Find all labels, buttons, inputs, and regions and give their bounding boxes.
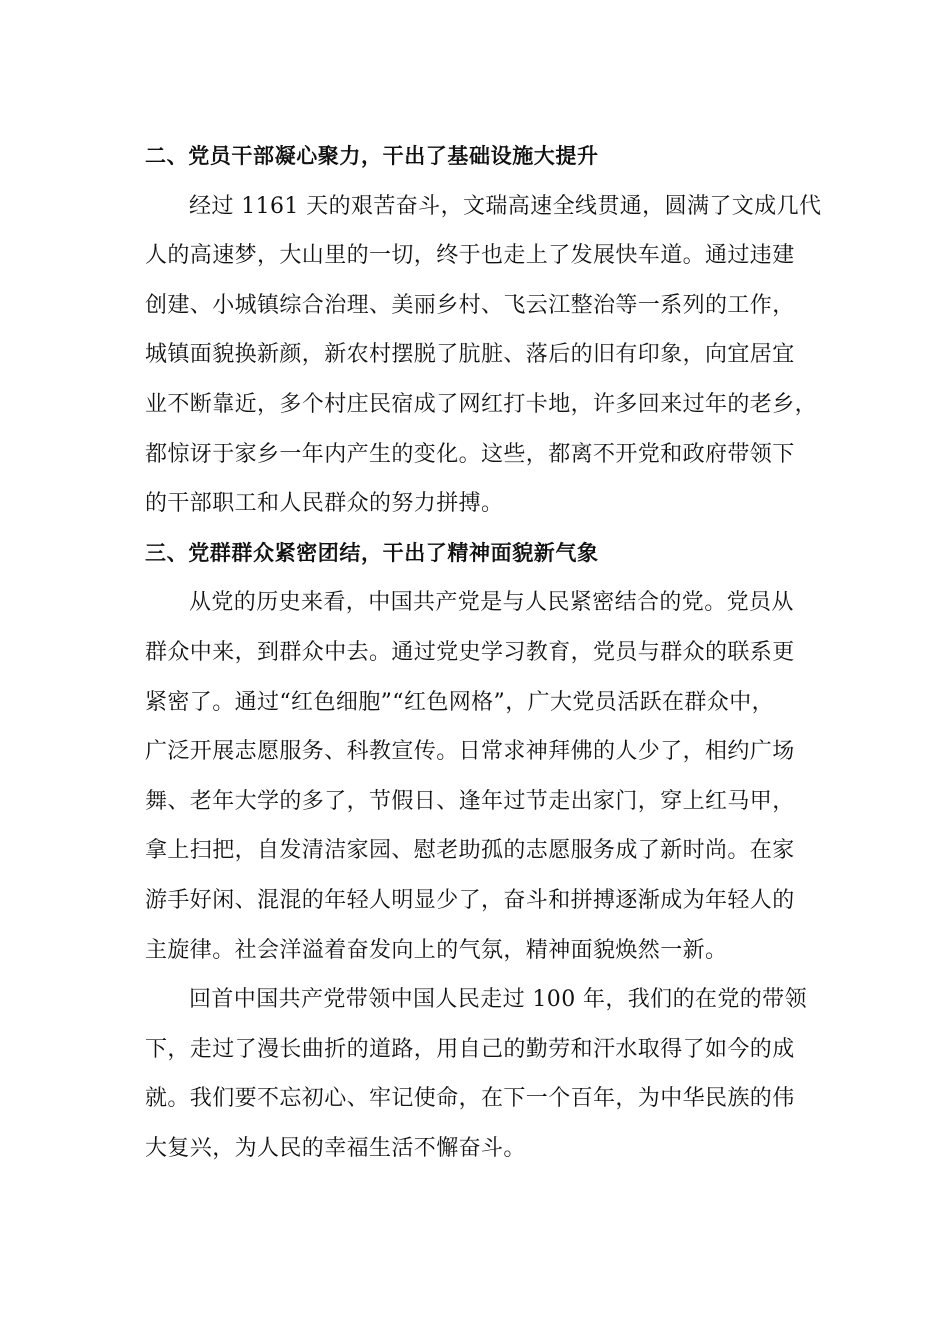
paragraph-line: 拿上扫把，自发清洁家园、慰老助孤的志愿服务成了新时尚。在家 [145, 838, 795, 864]
paragraph-line: 经过 1161 天的艰苦奋斗，文瑞高速全线贯通，圆满了文成几代 [189, 193, 822, 219]
paragraph-line: 广泛开展志愿服务、科教宣传。日常求神拜佛的人少了，相约广场 [145, 739, 795, 765]
paragraph-line: 都惊讶于家乡一年内产生的变化。这些，都离不开党和政府带领下 [145, 441, 795, 467]
paragraph-line: 就。我们要不忘初心、牢记使命，在下一个百年，为中华民族的伟 [145, 1086, 795, 1112]
paragraph-line: 紧密了。通过“红色细胞”“红色网格”，广大党员活跃在群众中， [145, 689, 774, 715]
paragraph-line: 舞、老年大学的多了，节假日、逢年过节走出家门，穿上红马甲， [145, 788, 795, 814]
paragraph-line: 游手好闲、混混的年轻人明显少了，奋斗和拼搏逐渐成为年轻人的 [145, 887, 795, 913]
paragraph-line: 从党的历史来看，中国共产党是与人民紧密结合的党。党员从 [189, 590, 794, 616]
paragraph-line: 回首中国共产党带领中国人民走过 100 年，我们的在党的带领 [189, 987, 807, 1013]
paragraph-line: 创建、小城镇综合治理、美丽乡村、飞云江整治等一系列的工作， [145, 292, 795, 318]
section-heading-3: 三、党群群众紧密团结，干出了精神面貌新气象 [145, 540, 599, 565]
section-heading-2: 二、党员干部凝心聚力，干出了基础设施大提升 [145, 144, 599, 168]
paragraph-line: 主旋律。社会洋溢着奋发向上的气氛，精神面貌焕然一新。 [145, 937, 728, 963]
paragraph-line: 人的高速梦，大山里的一切，终于也走上了发展快车道。通过违建 [145, 243, 795, 269]
paragraph-line: 业不断靠近，多个村庄民宿成了网红打卡地，许多回来过年的老乡， [145, 391, 818, 417]
paragraph-line: 群众中来，到群众中去。通过党史学习教育，党员与群众的联系更 [145, 639, 795, 665]
paragraph-line: 大复兴，为人民的幸福生活不懈奋斗。 [145, 1135, 526, 1161]
paragraph-line: 城镇面貌换新颜，新农村摆脱了肮脏、落后的旧有印象，向宜居宜 [145, 342, 795, 368]
paragraph-line: 下，走过了漫长曲折的道路，用自己的勤劳和汗水取得了如今的成 [145, 1036, 795, 1062]
document-body [145, 132, 827, 1173]
paragraph-line: 的干部职工和人民群众的努力拼搏。 [145, 491, 504, 517]
